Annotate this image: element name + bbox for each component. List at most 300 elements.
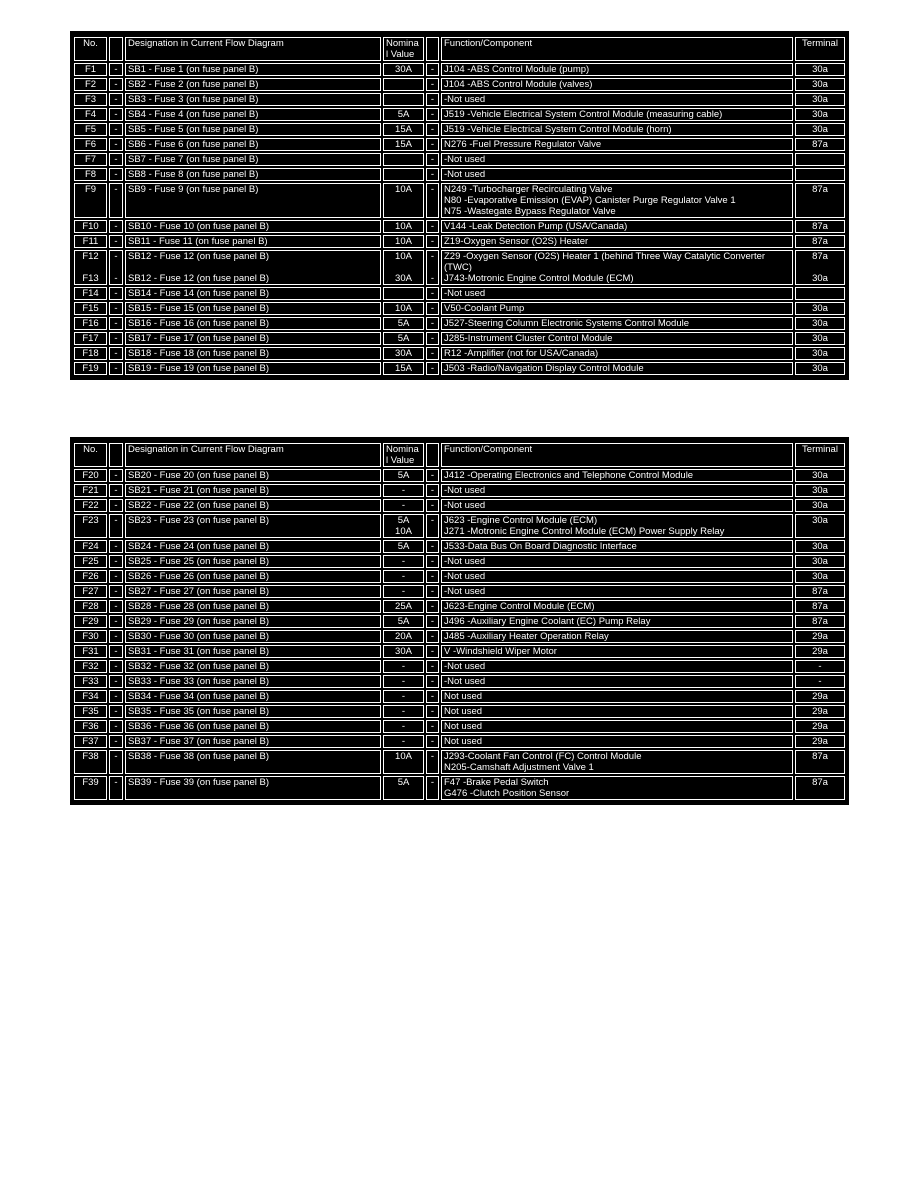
- cell-line: N80 -Evaporative Emission (EVAP) Canister Purge Regulator Valve 1: [444, 195, 736, 206]
- fuse-no-cell: [74, 690, 107, 703]
- function-dash-cell: [426, 347, 439, 360]
- function-component-cell: [441, 585, 793, 598]
- terminal-cell: [795, 585, 845, 598]
- column-header-no: [74, 443, 107, 467]
- fuse-row: [74, 63, 845, 76]
- function-dash-cell: [426, 63, 439, 76]
- cell-line: -: [114, 184, 118, 195]
- column-header-function-label: Function/Component: [444, 38, 533, 49]
- function-dash-cell: [426, 317, 439, 330]
- column-header-terminal: [795, 37, 845, 61]
- cell-line: Not used: [444, 691, 483, 702]
- cell-line: -: [114, 303, 118, 314]
- fuse-row: [74, 138, 845, 151]
- cell-line: SB28 - Fuse 28 (on fuse panel B): [128, 601, 269, 612]
- cell-line: -: [430, 303, 435, 314]
- cell-line: [386, 169, 421, 180]
- cell-line: 30a: [812, 556, 828, 567]
- designation-cell: [125, 250, 381, 285]
- cell-line: F17: [82, 333, 99, 344]
- terminal-cell: [795, 720, 845, 733]
- cell-line: -: [114, 288, 118, 299]
- cell-line: -: [430, 363, 435, 374]
- cell-line: F1: [84, 64, 97, 75]
- cell-line: -: [114, 124, 118, 135]
- dash-separator-cell: [109, 750, 123, 774]
- cell-line: 30a: [812, 571, 828, 582]
- cell-line: J271 -Motronic Engine Control Module (ECM) Power Supply Relay: [444, 526, 725, 537]
- cell-line: -: [401, 556, 406, 567]
- nominal-value-cell: [383, 600, 424, 613]
- fuse-no-cell: [74, 168, 107, 181]
- function-dash-cell: [426, 750, 439, 774]
- cell-line: -: [430, 273, 435, 284]
- cell-line: -: [114, 616, 118, 627]
- cell-line: -Not used: [444, 169, 486, 180]
- cell-line: -: [401, 736, 406, 747]
- cell-line: F39: [82, 777, 99, 788]
- fuse-row: [74, 317, 845, 330]
- function-component-cell: [441, 570, 793, 583]
- cell-line: -: [114, 751, 118, 762]
- terminal-cell: [795, 600, 845, 613]
- dash-separator-cell: [109, 302, 123, 315]
- dash-separator-cell: [109, 615, 123, 628]
- fuse-no-cell: [74, 138, 107, 151]
- terminal-cell: [795, 469, 845, 482]
- cell-line: F10: [82, 221, 99, 232]
- fuse-row: [74, 675, 845, 688]
- fuse-row: [74, 153, 845, 166]
- dash-separator-cell: [109, 514, 123, 538]
- cell-line: SB19 - Fuse 19 (on fuse panel B): [128, 363, 269, 374]
- designation-cell: [125, 78, 381, 91]
- fuse-table-f1-f19: [70, 31, 849, 380]
- dash-separator-cell: [109, 235, 123, 248]
- cell-line: 5A: [397, 470, 410, 481]
- dash-separator-cell: [109, 690, 123, 703]
- column-header-nominal-line1: Nomina: [386, 38, 419, 49]
- fuse-row: [74, 570, 845, 583]
- function-component-cell: [441, 362, 793, 375]
- cell-line: -: [401, 485, 406, 496]
- function-component-cell: [441, 660, 793, 673]
- fuse-rows-f1-f19: [74, 63, 845, 375]
- designation-cell: [125, 585, 381, 598]
- designation-cell: [125, 776, 381, 800]
- cell-line: F15: [82, 303, 99, 314]
- cell-line: SB20 - Fuse 20 (on fuse panel B): [128, 470, 269, 481]
- dash-separator-cell: [109, 630, 123, 643]
- dash-separator-cell: [109, 183, 123, 218]
- cell-line: -: [430, 571, 435, 582]
- fuse-no-cell: [74, 705, 107, 718]
- dash-separator-cell: [109, 705, 123, 718]
- cell-line: -: [430, 64, 435, 75]
- nominal-value-cell: [383, 690, 424, 703]
- cell-line: (TWC): [444, 262, 472, 273]
- terminal-cell: [795, 499, 845, 512]
- function-dash-cell: [426, 776, 439, 800]
- cell-line: 5A: [397, 109, 410, 120]
- terminal-cell: [795, 735, 845, 748]
- fuse-row: [74, 108, 845, 121]
- cell-line: -: [401, 721, 406, 732]
- column-header-no-label: No.: [83, 444, 98, 455]
- function-component-cell: [441, 250, 793, 285]
- cell-line: SB17 - Fuse 17 (on fuse panel B): [128, 333, 269, 344]
- cell-line: -: [114, 721, 118, 732]
- fuse-no-cell: [74, 540, 107, 553]
- cell-line: SB25 - Fuse 25 (on fuse panel B): [128, 556, 269, 567]
- cell-line: -: [401, 661, 406, 672]
- fuse-row: [74, 93, 845, 106]
- designation-cell: [125, 735, 381, 748]
- function-component-cell: [441, 675, 793, 688]
- function-component-cell: [441, 600, 793, 613]
- column-header-designation: [125, 37, 381, 61]
- nominal-value-cell: [383, 302, 424, 315]
- function-dash-cell: [426, 630, 439, 643]
- cell-line: J519 -Vehicle Electrical System Control Module (horn): [444, 124, 672, 135]
- column-header-terminal-label: Terminal: [802, 444, 838, 455]
- cell-line: 87a: [812, 184, 828, 195]
- cell-line: SB4 - Fuse 4 (on fuse panel B): [128, 109, 259, 120]
- cell-line: F18: [82, 348, 99, 359]
- cell-line: SB33 - Fuse 33 (on fuse panel B): [128, 676, 269, 687]
- cell-line: 30a: [812, 470, 828, 481]
- column-header-no-label: No.: [83, 38, 98, 49]
- designation-cell: [125, 287, 381, 300]
- designation-cell: [125, 690, 381, 703]
- cell-line: 30a: [812, 333, 828, 344]
- cell-line: 10A: [395, 526, 412, 537]
- cell-line: 30a: [812, 273, 828, 284]
- nominal-value-cell: [383, 630, 424, 643]
- column-header-designation-label: Designation in Current Flow Diagram: [128, 444, 284, 455]
- function-dash-cell: [426, 675, 439, 688]
- cell-line: -: [430, 601, 435, 612]
- dash-separator-cell: [109, 63, 123, 76]
- cell-line: SB23 - Fuse 23 (on fuse panel B): [128, 515, 269, 526]
- cell-line: F14: [82, 288, 99, 299]
- terminal-cell: [795, 705, 845, 718]
- function-dash-cell: [426, 720, 439, 733]
- column-header-no: [74, 37, 107, 61]
- cell-line: [386, 94, 421, 105]
- fuse-table: [72, 35, 847, 377]
- cell-line: -: [114, 515, 118, 526]
- column-header-dash2: [426, 443, 439, 467]
- cell-line: J533-Data Bus On Board Diagnostic Interface: [444, 541, 637, 552]
- designation-cell: [125, 645, 381, 658]
- cell-line: SB8 - Fuse 8 (on fuse panel B): [128, 169, 259, 180]
- dash-separator-cell: [109, 675, 123, 688]
- column-header-function: [441, 443, 793, 467]
- cell-line: J623 -Engine Control Module (ECM): [444, 515, 598, 526]
- cell-line: Z19-Oxygen Sensor (O2S) Heater: [444, 236, 589, 247]
- nominal-value-cell: [383, 153, 424, 166]
- cell-line: J293-Coolant Fan Control (FC) Control Module: [444, 751, 642, 762]
- function-dash-cell: [426, 514, 439, 538]
- cell-line: -: [430, 631, 435, 642]
- nominal-value-cell: [383, 250, 424, 285]
- fuse-table-f20-f39: [70, 437, 849, 805]
- terminal-cell: [795, 362, 845, 375]
- fuse-row: [74, 514, 845, 538]
- cell-line: SB7 - Fuse 7 (on fuse panel B): [128, 154, 259, 165]
- cell-line: 15A: [395, 139, 412, 150]
- cell-line: -: [430, 736, 435, 747]
- cell-line: -: [430, 154, 435, 165]
- cell-line: -: [430, 94, 435, 105]
- cell-line: SB14 - Fuse 14 (on fuse panel B): [128, 288, 269, 299]
- cell-line: -Not used: [444, 288, 486, 299]
- function-dash-cell: [426, 250, 439, 285]
- cell-line: F5: [84, 124, 97, 135]
- cell-line: 30A: [395, 273, 412, 284]
- cell-line: 5A: [397, 777, 410, 788]
- fuse-row: [74, 123, 845, 136]
- designation-cell: [125, 317, 381, 330]
- terminal-cell: [795, 183, 845, 218]
- terminal-cell: [795, 168, 845, 181]
- cell-line: -Not used: [444, 485, 486, 496]
- cell-line: 5A: [397, 333, 410, 344]
- fuse-row: [74, 615, 845, 628]
- cell-line: -: [114, 601, 118, 612]
- terminal-cell: [795, 514, 845, 538]
- cell-line: -: [430, 541, 435, 552]
- designation-cell: [125, 570, 381, 583]
- cell-line: SB32 - Fuse 32 (on fuse panel B): [128, 661, 269, 672]
- cell-line: SB5 - Fuse 5 (on fuse panel B): [128, 124, 259, 135]
- cell-line: -: [430, 184, 435, 195]
- function-component-cell: [441, 499, 793, 512]
- terminal-cell: [795, 690, 845, 703]
- function-component-cell: [441, 705, 793, 718]
- cell-line: SB38 - Fuse 38 (on fuse panel B): [128, 751, 269, 762]
- column-header-nominal-line2: l Value: [386, 49, 415, 60]
- cell-line: 29a: [812, 721, 828, 732]
- nominal-value-cell: [383, 514, 424, 538]
- cell-line: -: [818, 661, 822, 672]
- function-dash-cell: [426, 540, 439, 553]
- table-header-row: [74, 37, 845, 61]
- designation-cell: [125, 750, 381, 774]
- cell-line: V144 -Leak Detection Pump (USA/Canada): [444, 221, 628, 232]
- fuse-row: [74, 235, 845, 248]
- function-component-cell: [441, 123, 793, 136]
- cell-line: -: [114, 236, 118, 247]
- cell-line: F29: [82, 616, 99, 627]
- cell-line: -: [114, 139, 118, 150]
- cell-line: -: [430, 288, 435, 299]
- dash-separator-cell: [109, 720, 123, 733]
- fuse-row: [74, 484, 845, 497]
- nominal-value-cell: [383, 317, 424, 330]
- fuse-no-cell: [74, 600, 107, 613]
- cell-line: SB11 - Fuse 11 (on fuse panel B): [128, 236, 268, 247]
- fuse-row: [74, 660, 845, 673]
- fuse-row: [74, 750, 845, 774]
- cell-line: -Not used: [444, 661, 486, 672]
- cell-line: SB18 - Fuse 18 (on fuse panel B): [128, 348, 269, 359]
- designation-cell: [125, 469, 381, 482]
- terminal-cell: [795, 660, 845, 673]
- fuse-row: [74, 555, 845, 568]
- cell-line: 10A: [395, 751, 412, 762]
- cell-line: 87a: [812, 586, 828, 597]
- cell-line: N249 -Turbocharger Recirculating Valve: [444, 184, 613, 195]
- function-component-cell: [441, 63, 793, 76]
- cell-line: [386, 262, 421, 273]
- fuse-row: [74, 287, 845, 300]
- function-component-cell: [441, 183, 793, 218]
- terminal-cell: [795, 347, 845, 360]
- cell-line: SB34 - Fuse 34 (on fuse panel B): [128, 691, 269, 702]
- function-dash-cell: [426, 138, 439, 151]
- cell-line: [128, 262, 378, 273]
- cell-line: Z29 -Oxygen Sensor (O2S) Heater 1 (behind Three Way Catalytic Converter: [444, 251, 766, 262]
- cell-line: 30a: [812, 94, 828, 105]
- cell-line: [112, 262, 120, 273]
- nominal-value-cell: [383, 615, 424, 628]
- cell-line: -: [401, 571, 406, 582]
- fuse-no-cell: [74, 776, 107, 800]
- cell-line: F30: [82, 631, 99, 642]
- nominal-value-cell: [383, 720, 424, 733]
- terminal-cell: [795, 776, 845, 800]
- cell-line: 30a: [812, 485, 828, 496]
- cell-line: -: [430, 221, 435, 232]
- function-dash-cell: [426, 93, 439, 106]
- cell-line: -: [114, 273, 118, 284]
- cell-line: [798, 288, 842, 299]
- cell-line: SB2 - Fuse 2 (on fuse panel B): [128, 79, 259, 90]
- nominal-value-cell: [383, 776, 424, 800]
- function-component-cell: [441, 615, 793, 628]
- cell-line: [798, 154, 842, 165]
- cell-line: F37: [82, 736, 99, 747]
- cell-line: -Not used: [444, 571, 486, 582]
- nominal-value-cell: [383, 138, 424, 151]
- fuse-no-cell: [74, 484, 107, 497]
- fuse-no-cell: [74, 555, 107, 568]
- cell-line: 15A: [395, 363, 412, 374]
- cell-line: -: [401, 706, 406, 717]
- terminal-cell: [795, 93, 845, 106]
- nominal-value-cell: [383, 750, 424, 774]
- cell-line: F16: [82, 318, 99, 329]
- cell-line: 10A: [395, 303, 412, 314]
- fuse-row: [74, 499, 845, 512]
- fuse-row: [74, 630, 845, 643]
- terminal-cell: [795, 540, 845, 553]
- dash-separator-cell: [109, 108, 123, 121]
- cell-line: F34: [82, 691, 99, 702]
- fuse-row: [74, 469, 845, 482]
- cell-line: F13: [82, 273, 99, 284]
- fuse-table: [72, 441, 847, 802]
- cell-line: F47 -Brake Pedal Switch: [444, 777, 549, 788]
- designation-cell: [125, 555, 381, 568]
- cell-line: -: [114, 500, 118, 511]
- cell-line: -: [430, 515, 435, 526]
- cell-line: SB35 - Fuse 35 (on fuse panel B): [128, 706, 269, 717]
- cell-line: F22: [82, 500, 99, 511]
- cell-line: 25A: [395, 601, 412, 612]
- terminal-cell: [795, 138, 845, 151]
- fuse-no-cell: [74, 287, 107, 300]
- designation-cell: [125, 63, 381, 76]
- fuse-no-cell: [74, 570, 107, 583]
- cell-line: -: [430, 586, 435, 597]
- terminal-cell: [795, 250, 845, 285]
- fuse-row: [74, 78, 845, 91]
- cell-line: F32: [82, 661, 99, 672]
- cell-line: F21: [82, 485, 99, 496]
- cell-line: -: [430, 556, 435, 567]
- cell-line: J519 -Vehicle Electrical System Control Module (measuring cable): [444, 109, 723, 120]
- function-dash-cell: [426, 123, 439, 136]
- dash-separator-cell: [109, 469, 123, 482]
- cell-line: SB12 - Fuse 12 (on fuse panel B): [128, 273, 269, 284]
- cell-line: 30a: [812, 124, 828, 135]
- dash-separator-cell: [109, 555, 123, 568]
- column-header-function-label: Function/Component: [444, 444, 533, 455]
- nominal-value-cell: [383, 585, 424, 598]
- function-dash-cell: [426, 302, 439, 315]
- dash-separator-cell: [109, 250, 123, 285]
- terminal-cell: [795, 220, 845, 233]
- function-dash-cell: [426, 287, 439, 300]
- fuse-no-cell: [74, 153, 107, 166]
- dash-separator-cell: [109, 168, 123, 181]
- cell-line: -: [114, 64, 118, 75]
- cell-line: SB12 - Fuse 12 (on fuse panel B): [128, 251, 269, 262]
- dash-separator-cell: [109, 317, 123, 330]
- dash-separator-cell: [109, 660, 123, 673]
- function-component-cell: [441, 469, 793, 482]
- cell-line: [386, 79, 421, 90]
- function-component-cell: [441, 220, 793, 233]
- terminal-cell: [795, 570, 845, 583]
- designation-cell: [125, 108, 381, 121]
- cell-line: 87a: [812, 139, 828, 150]
- cell-line: F25: [82, 556, 99, 567]
- cell-line: F20: [82, 470, 99, 481]
- designation-cell: [125, 720, 381, 733]
- fuse-no-cell: [74, 499, 107, 512]
- cell-line: SB1 - Fuse 1 (on fuse panel B): [128, 64, 259, 75]
- cell-line: SB6 - Fuse 6 (on fuse panel B): [128, 139, 259, 150]
- cell-line: -Not used: [444, 556, 486, 567]
- cell-line: 30a: [812, 541, 828, 552]
- cell-line: 29a: [812, 736, 828, 747]
- cell-line: -: [114, 691, 118, 702]
- cell-line: 87a: [812, 601, 828, 612]
- cell-line: 20A: [395, 631, 412, 642]
- fuse-row: [74, 776, 845, 800]
- function-component-cell: [441, 235, 793, 248]
- cell-line: -: [430, 139, 435, 150]
- cell-line: -: [818, 676, 822, 687]
- nominal-value-cell: [383, 220, 424, 233]
- function-component-cell: [441, 484, 793, 497]
- fuse-no-cell: [74, 750, 107, 774]
- fuse-row: [74, 720, 845, 733]
